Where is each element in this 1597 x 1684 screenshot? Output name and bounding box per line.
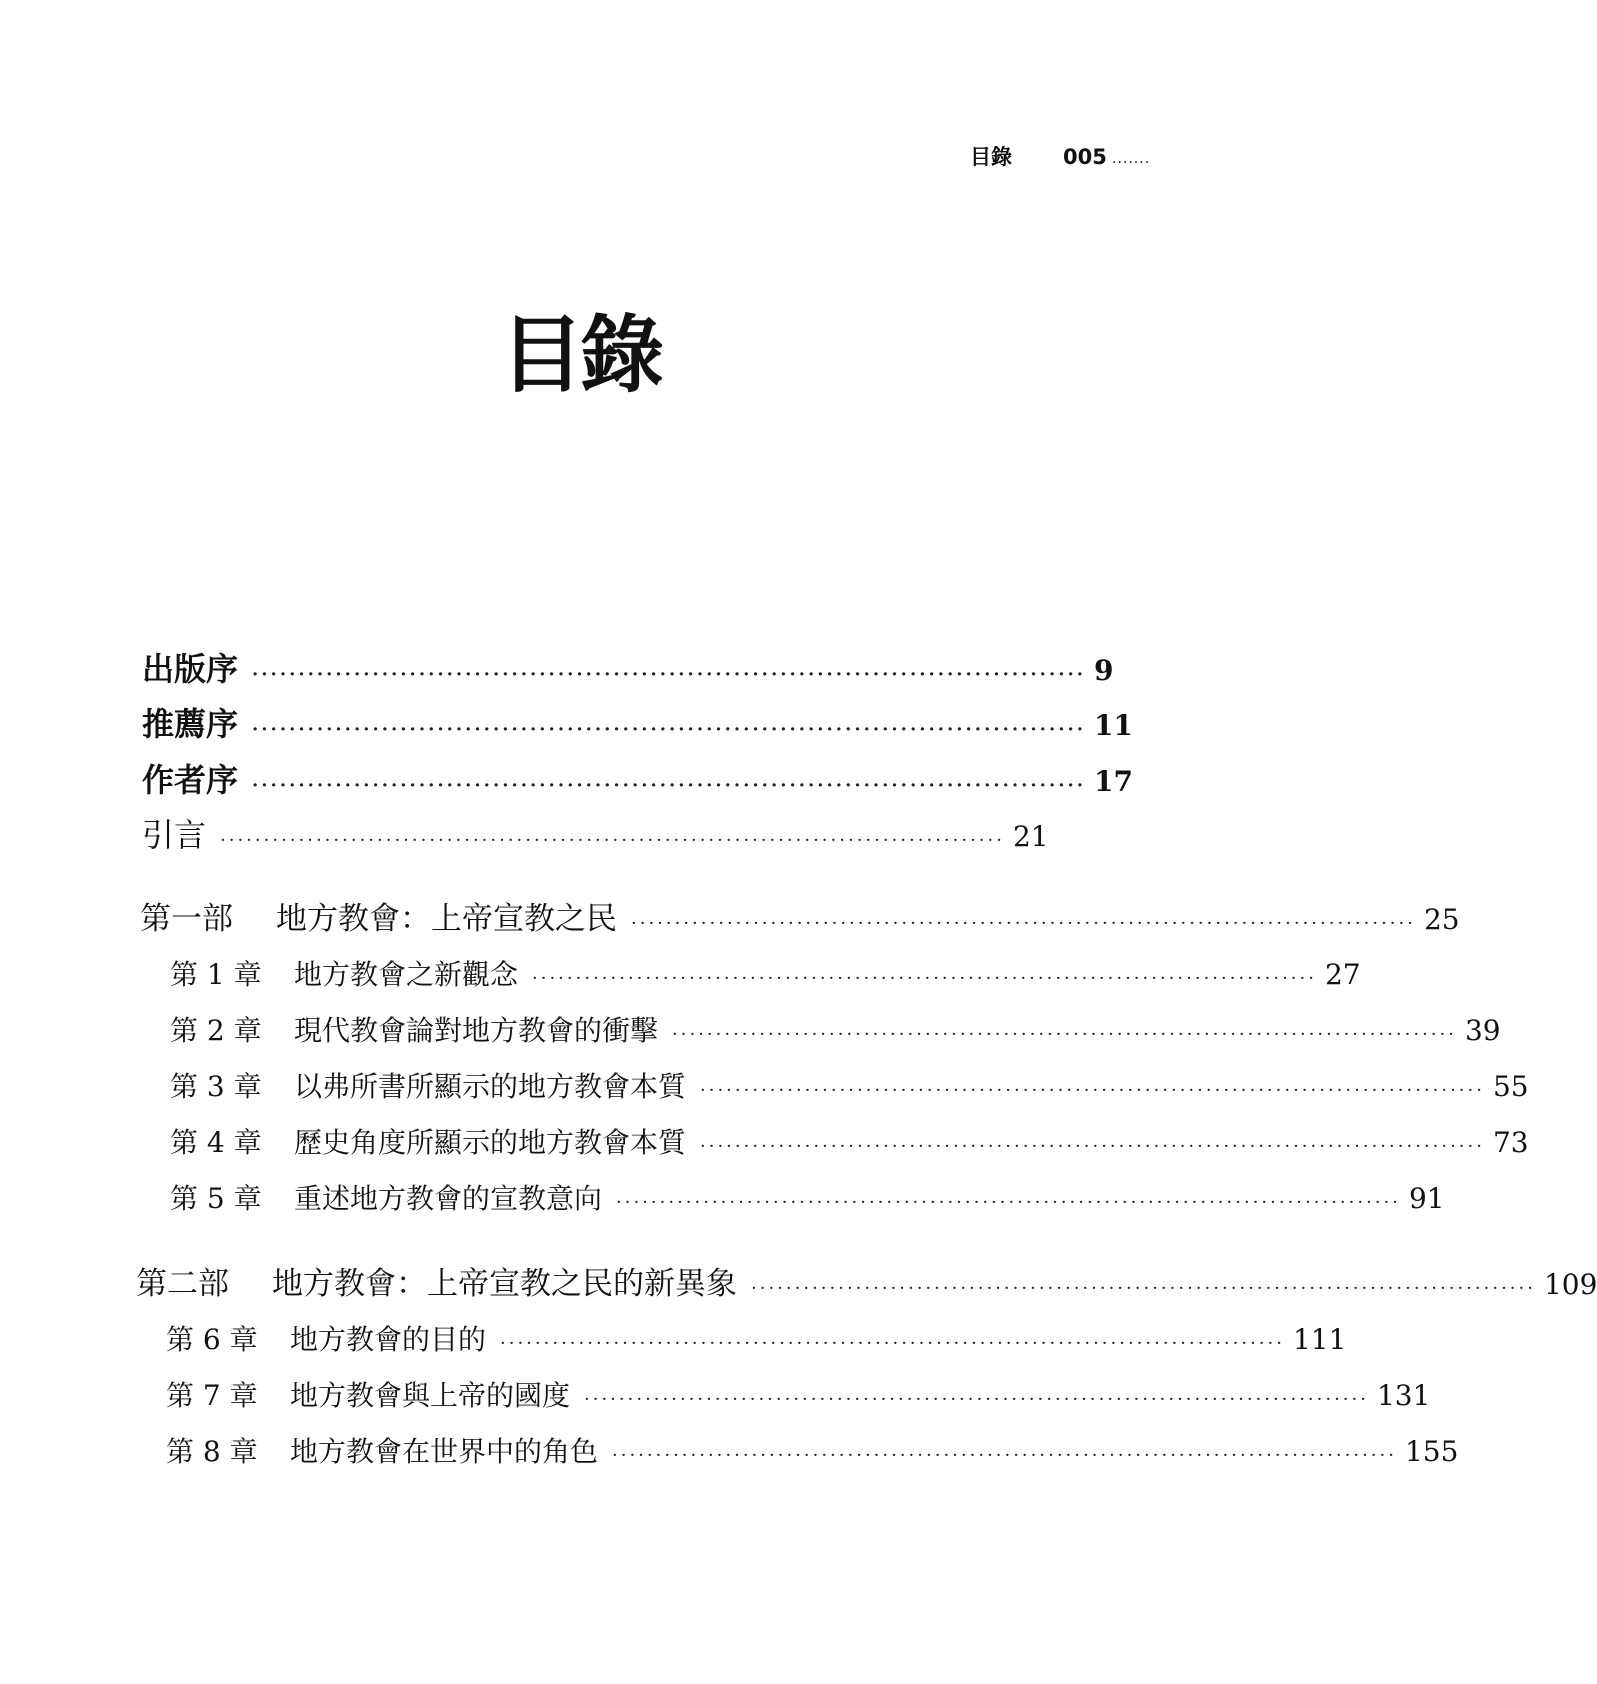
toc-leader-dots: ·························································································· — [252, 719, 1087, 740]
running-header-dots: ....... — [1112, 151, 1151, 167]
toc-leader-dots: ·························································································· — [584, 1389, 1369, 1410]
toc-entry-page: 17 — [1094, 765, 1133, 798]
toc-chapter-page: 27 — [1324, 958, 1361, 991]
toc-leader-dots: ·························································································· — [616, 1192, 1401, 1213]
toc-leader-dots: ·························································································· — [700, 1080, 1485, 1101]
toc-chapter-2[interactable] — [170, 1009, 1501, 1053]
toc-entry-page: 21 — [1012, 820, 1049, 853]
toc-chapter-6[interactable] — [166, 1318, 1347, 1362]
toc-entry-publisher-preface[interactable] — [142, 646, 1114, 692]
toc-chapter-page: 73 — [1492, 1126, 1529, 1159]
toc-chapter-label — [170, 1177, 602, 1221]
toc-leader-dots: ·························································································· — [700, 1136, 1485, 1157]
toc-chapter-number: 第 5 章 — [170, 1182, 262, 1215]
toc-entry-label: 出版序 — [142, 650, 239, 688]
toc-part-number: 第一部 — [140, 901, 233, 937]
toc-chapter-1[interactable] — [170, 953, 1361, 997]
toc-chapter-label — [170, 1009, 658, 1053]
toc-chapter-title: 以弗所書所顯示的地方教會本質 — [294, 1070, 687, 1103]
toc-chapter-title: 地方教會之新觀念 — [294, 958, 519, 991]
toc-entry-label: 引言 — [142, 816, 207, 854]
toc-chapter-label — [166, 1430, 598, 1474]
toc-part-label — [140, 896, 617, 942]
toc-leader-dots: ·························································································· — [532, 968, 1317, 989]
toc-chapter-label — [170, 1065, 686, 1109]
running-header-title: 目錄 — [970, 145, 1012, 169]
toc-chapter-8[interactable] — [166, 1430, 1459, 1474]
toc-chapter-5[interactable] — [170, 1177, 1445, 1221]
toc-entry-recommendation-preface[interactable] — [142, 701, 1133, 747]
toc-entry-page: 9 — [1094, 654, 1114, 687]
toc-entry-author-preface[interactable] — [142, 757, 1133, 803]
toc-chapter-page: 155 — [1404, 1435, 1459, 1468]
toc-leader-dots: ·························································································· — [252, 664, 1087, 685]
toc-part-page: 109 — [1543, 1268, 1597, 1301]
toc-entry-label: 推薦序 — [142, 705, 239, 743]
toc-leader-dots: ·························································································· — [612, 1445, 1397, 1466]
toc-leader-dots: ·························································································· — [751, 1278, 1536, 1299]
toc-part-label — [136, 1261, 737, 1307]
toc-part-title: 地方教會：上帝宣教之民的新異象 — [272, 1266, 737, 1302]
toc-part-number: 第二部 — [136, 1266, 229, 1302]
toc-chapter-number: 第 1 章 — [170, 958, 262, 991]
toc-chapter-label — [170, 1121, 686, 1165]
toc-chapter-title: 歷史角度所顯示的地方教會本質 — [294, 1126, 687, 1159]
toc-chapter-page: 55 — [1492, 1070, 1529, 1103]
page-title: 目錄 — [499, 306, 660, 404]
toc-part-1[interactable] — [140, 896, 1460, 942]
toc-chapter-7[interactable] — [166, 1374, 1431, 1418]
toc-chapter-label — [170, 953, 518, 997]
toc-chapter-page: 39 — [1464, 1014, 1501, 1047]
toc-part-page: 25 — [1423, 903, 1460, 936]
toc-chapter-number: 第 2 章 — [170, 1014, 262, 1047]
toc-chapter-label — [166, 1318, 486, 1362]
toc-leader-dots: ·························································································· — [631, 913, 1416, 934]
toc-chapter-label — [166, 1374, 570, 1418]
running-header-page-number: 005 — [1063, 145, 1107, 169]
toc-entry-label: 作者序 — [142, 761, 239, 799]
toc-entry-page: 11 — [1094, 709, 1133, 742]
toc-chapter-page: 111 — [1292, 1323, 1347, 1356]
toc-chapter-3[interactable] — [170, 1065, 1529, 1109]
toc-chapter-4[interactable] — [170, 1121, 1529, 1165]
toc-chapter-page: 91 — [1408, 1182, 1445, 1215]
toc-chapter-number: 第 4 章 — [170, 1126, 262, 1159]
toc-chapter-page: 131 — [1376, 1379, 1431, 1412]
toc-chapter-number: 第 3 章 — [170, 1070, 262, 1103]
toc-part-2[interactable] — [136, 1261, 1597, 1307]
toc-chapter-title: 地方教會在世界中的角色 — [290, 1435, 599, 1468]
toc-entry-introduction[interactable] — [142, 812, 1049, 858]
toc-leader-dots: ·························································································· — [500, 1333, 1285, 1354]
toc-chapter-title: 重述地方教會的宣教意向 — [294, 1182, 603, 1215]
toc-leader-dots: ·························································································· — [672, 1024, 1457, 1045]
toc-chapter-title: 現代教會論對地方教會的衝擊 — [294, 1014, 659, 1047]
toc-chapter-title: 地方教會與上帝的國度 — [290, 1379, 571, 1412]
toc-chapter-number: 第 7 章 — [166, 1379, 258, 1412]
toc-chapter-number: 第 8 章 — [166, 1435, 258, 1468]
toc-chapter-title: 地方教會的目的 — [290, 1323, 487, 1356]
toc-leader-dots: ·························································································· — [252, 775, 1087, 796]
toc-leader-dots: ·························································································· — [220, 830, 1005, 851]
toc-part-title: 地方教會：上帝宣教之民 — [276, 901, 617, 937]
toc-chapter-number: 第 6 章 — [166, 1323, 258, 1356]
